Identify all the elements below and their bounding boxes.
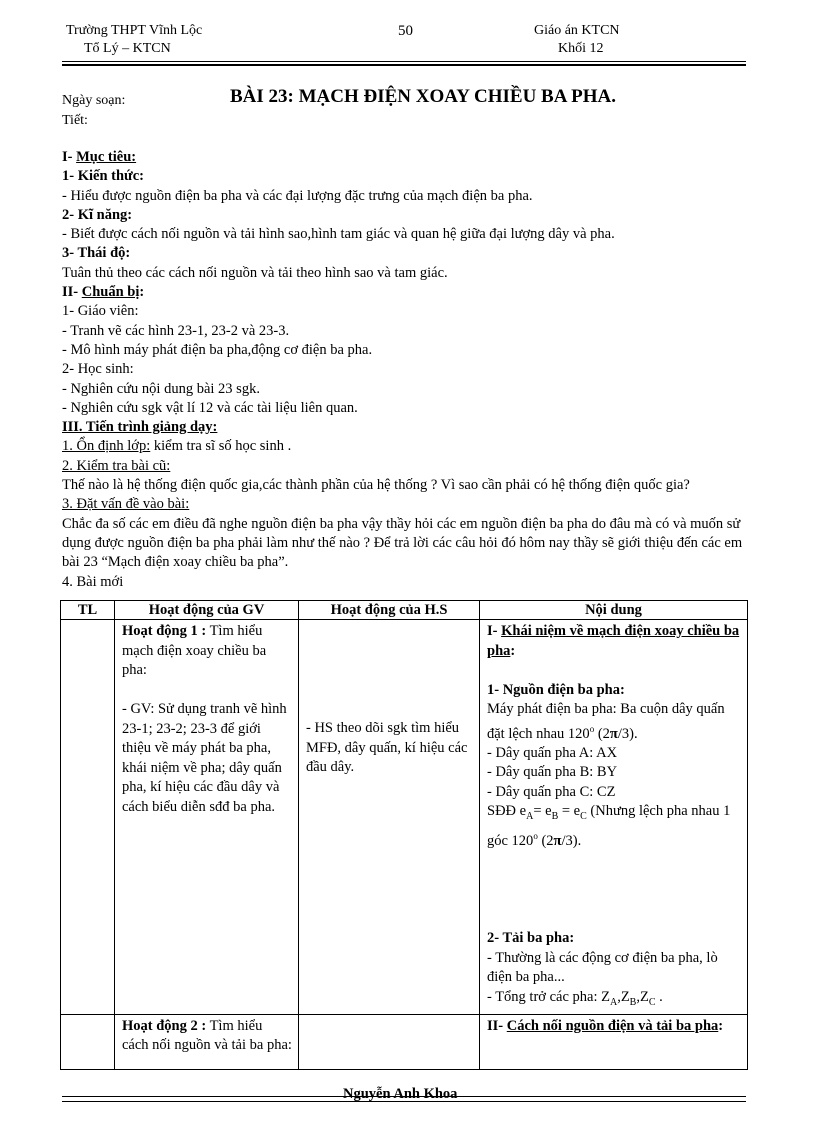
gv-cell: [115, 620, 299, 1015]
hs-cell: [299, 620, 480, 1015]
section-2-2-a: - Nghiên cứu nội dung bài 23 sgk.: [62, 380, 260, 397]
section-1-3-text: Tuân thủ theo các cách nối nguồn và tải theo hình sao và tam giác.: [62, 264, 448, 281]
doc-type: Giáo án KTCN: [534, 23, 620, 38]
col-content-header: Nội dung: [480, 601, 748, 620]
content-1-d: - Dây quấn pha C: CZ: [487, 783, 616, 800]
section-2-1-a: - Tranh vẽ các hình 23-1, 23-2 và 23-3.: [62, 322, 290, 339]
section-1-1-heading: 1- Kiến thức:: [62, 168, 144, 185]
header-left: [66, 22, 202, 58]
section-2-2: 2- Học sinh:: [62, 361, 134, 378]
lesson-body: [62, 148, 762, 592]
header-rule-thin: [62, 61, 746, 62]
section-2-1-b: - Mô hình máy phát điện ba pha,động cơ điện ba pha.: [62, 341, 373, 358]
section-2-1: 1- Giáo viên:: [62, 303, 139, 320]
section-3-2-heading: 2. Kiểm tra bài cũ:: [62, 457, 171, 474]
content-1-b: - Dây quấn pha A: AX: [487, 744, 618, 761]
table-header-row: [61, 601, 748, 620]
section-1-3-heading: 3- Thái độ:: [62, 245, 131, 262]
period-label: Tiết:: [62, 113, 88, 128]
header-rule-thick: [62, 64, 746, 66]
hs-cell: [299, 1014, 480, 1069]
table-row: [61, 1014, 748, 1069]
content-1-heading: 1- Nguồn điện ba pha:: [487, 681, 625, 698]
section-3-3-text: Chắc đa số các em điều đã nghe nguồn điện ba pha vậy thầy hỏi các em nguồn điện ba pha do đâu mà có và muốn sử dụng được nguồn điện ba pha phải làm như thế nào ? Để trả lời các câu hỏi đó hôm nay thầy sẽ giới thiệu đến các em bài 23 “Mạch điện xoay chiều ba pha”.: [62, 515, 743, 571]
lesson-title: BÀI 23: MẠCH ĐIỆN XOAY CHIỀU BA PHA.: [230, 86, 617, 107]
grade: Khối 12: [558, 41, 604, 56]
section-3-2-text: Thế nào là hệ thống điện quốc gia,các thành phần của hệ thống ? Vì sao cần phải có hệ thống điện quốc gia?: [62, 477, 690, 494]
col-gv-header: Hoạt động của GV: [115, 601, 299, 620]
content-2-heading: 2- Tải ba pha:: [487, 930, 575, 947]
section-1-1-text: - Hiểu được nguồn điện ba pha và các đại lượng đặc trưng của mạch điện ba pha.: [62, 187, 533, 204]
section-1-2-text: - Biết được cách nối nguồn và tải hình sao,hình tam giác và quan hệ giữa đại lượng dây và pha.: [62, 226, 615, 243]
page-number: 50: [398, 23, 413, 39]
section-1-2-heading: 2- Kĩ năng:: [62, 206, 133, 223]
activity-1-hs-text: - HS theo dõi sgk tìm hiểu MFĐ, dây quấn, kí hiệu các đầu dây.: [306, 720, 468, 775]
activity-2-title: Hoạt động 2 : Tìm hiểu cách nối nguồn và tải ba pha:: [122, 1017, 292, 1054]
lesson-meta: [62, 91, 125, 131]
activity-1-gv-text: - GV: Sử dụng tranh vẽ hình 23-1; 23-2; 23-3 để giới thiệu về máy phát ba pha, khái niệm về pha; dây quấn pha, kí hiệu các đầu dây và cách biểu diễn sđđ ba pha.: [122, 701, 287, 815]
col-hs-header: Hoạt động của H.S: [299, 601, 480, 620]
content-1-sdd: SĐĐ $e_A= e_B = e_C$ (Nhưng lệch pha nhau 1 góc 120$^o$ (2π/3).: [487, 803, 731, 849]
content-cell: [480, 1014, 748, 1069]
header-right: [534, 22, 620, 58]
section-3-3-heading: 3. Đặt vấn đề vào bài:: [62, 496, 190, 513]
section-3-4-heading: 4. Bài mới: [62, 573, 124, 590]
gv-cell: [115, 1014, 299, 1069]
activity-1-title: Hoạt động 1 : Tìm hiểu mạch điện xoay chiều ba pha:: [122, 623, 267, 678]
content-2-a: - Thường là các động cơ điện ba pha, lò điện ba pha...: [487, 949, 718, 986]
section-2-heading: II- Chuẩn bị:: [62, 284, 145, 301]
tl-cell: [61, 620, 115, 1015]
prep-date-label: Ngày soạn:: [62, 93, 126, 108]
content-1-c: - Dây quấn pha B: BY: [487, 764, 618, 781]
content-2-b: - Tổng trở các pha: $Z_A,Z_B,Z_C$ .: [487, 988, 663, 1008]
content-cell: [480, 620, 748, 1015]
group-name: Tổ Lý – KTCN: [84, 41, 171, 56]
school-name: Trường THPT Vĩnh Lộc: [66, 23, 203, 38]
lesson-plan-table: [60, 600, 748, 1070]
table-row: [61, 620, 748, 1015]
content-section-1-heading: I- Khái niệm về mạch điện xoay chiều ba pha:: [487, 623, 740, 659]
tl-cell: [61, 1014, 115, 1069]
section-2-2-b: - Nghiên cứu sgk vật lí 12 và các tài liệu liên quan.: [62, 399, 358, 416]
section-3-heading: III. Tiến trình giảng dạy:: [62, 419, 218, 436]
section-1-heading: I- Mục tiêu:: [62, 149, 137, 165]
section-3-1: 1. Ổn định lớp: kiểm tra sĩ số học sinh .: [62, 438, 292, 455]
content-section-2-heading: II- Cách nối nguồn điện và tải ba pha:: [487, 1017, 724, 1034]
author-name: Nguyễn Anh Khoa: [343, 1086, 458, 1102]
col-tl-header: TL: [61, 601, 115, 620]
content-1-a: Máy phát điện ba pha: Ba cuộn dây quấn đặt lệch nhau 120$^o$ (2π/3).: [487, 701, 725, 742]
